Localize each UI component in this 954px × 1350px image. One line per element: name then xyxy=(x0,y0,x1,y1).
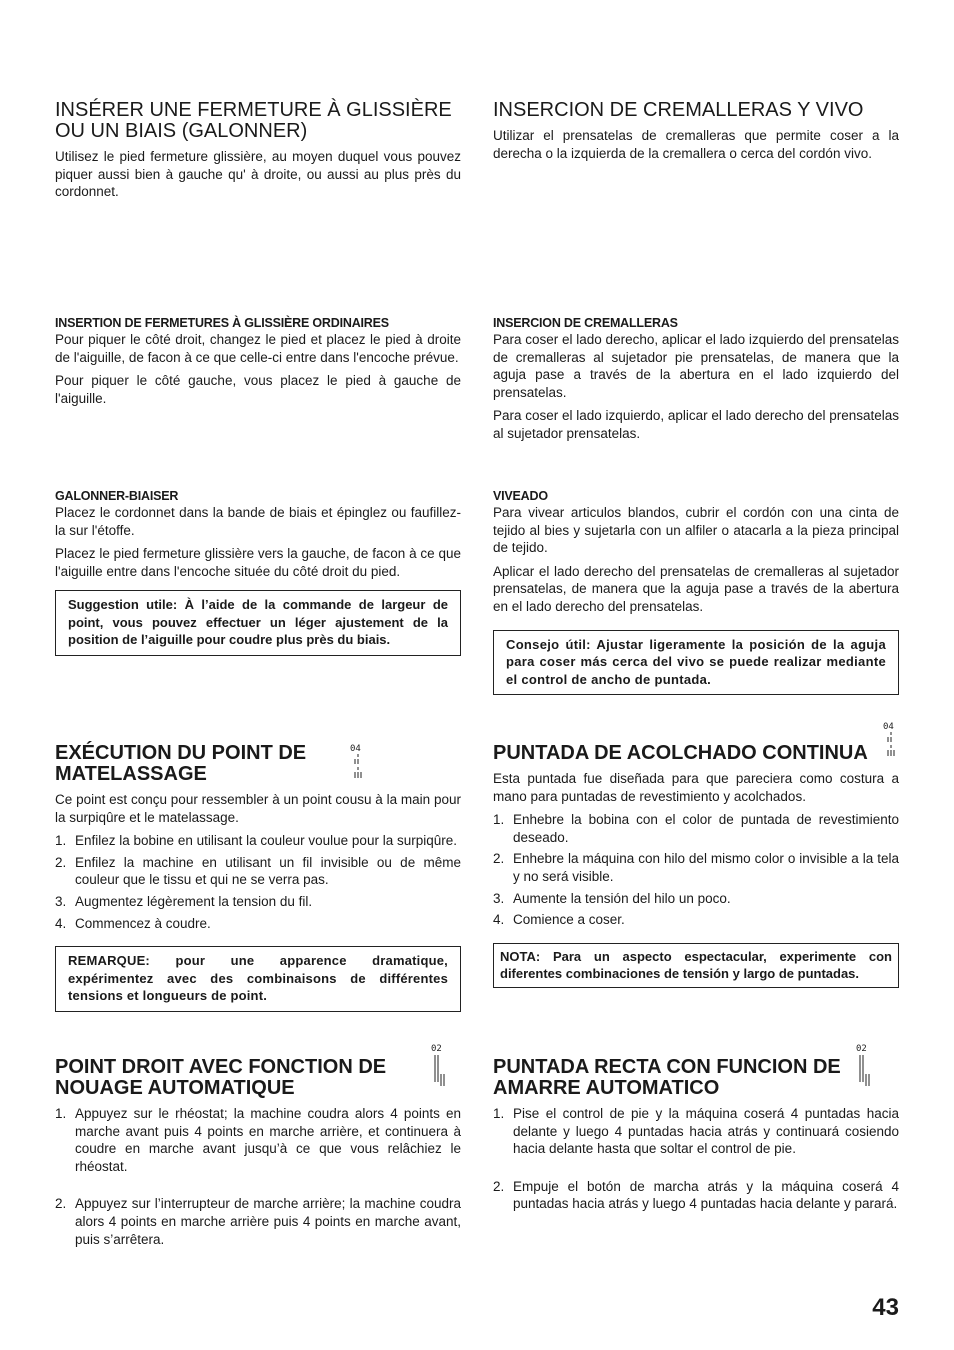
fr-cording-p1: Placez le cordonnet dans la bande de biais et épinglez ou faufillez-la sur l'étoffe. xyxy=(55,505,461,538)
es-ordinary-p2: Para coser el lado izquierdo, aplicar el lado derecho del prensatelas al sujetador prensatelas. xyxy=(493,408,899,441)
fr-quilting-section xyxy=(55,743,461,1012)
quilting-stitch-icon xyxy=(882,720,900,769)
list-item: 1. Appuyez sur le rhéostat; la machine coudra alors 4 points en marche avant puis 4 points en marche arrière, et continuera à coudre en marche avant jusqu’à ce que vous relâchiez le rhéostat. xyxy=(55,1106,461,1174)
quilting-stitch-icon xyxy=(349,742,367,791)
fr-ordinary-section xyxy=(55,315,461,413)
fr-quilting-title: EXÉCUTION DU POINT DE MATELASSAGE xyxy=(55,742,307,785)
es-ordinary-title: INSERCION DE CREMALLERAS xyxy=(493,316,678,330)
fr-ordinary-title: INSERTION DE FERMETURES À GLISSIÈRE ORDINAIRES xyxy=(55,316,389,330)
es-quilting-section xyxy=(493,743,899,988)
tieoff-stitch-icon xyxy=(855,1042,873,1093)
list-item: 4. Commencez à coudre. xyxy=(55,915,211,931)
es-zipper-section xyxy=(493,100,899,168)
fr-cording-tip: Suggestion utile: À l’aide de la commande de largeur de point, vous pouvez effectuer un léger ajustement de la position de l’aiguille pour coudre plus près du biais. xyxy=(55,590,461,656)
list-item: 4. Comience a coser. xyxy=(493,912,625,928)
fr-tieoff-section xyxy=(55,1057,461,1252)
fr-tieoff-title: POINT DROIT AVEC FONCTION DE NOUAGE AUTOMATIQUE xyxy=(55,1056,387,1099)
list-item: 1. Enfilez la bobine en utilisant la couleur voulue pour la surpiqûre. xyxy=(55,833,457,849)
fr-ordinary-p2: Pour piquer le côté gauche, vous placez le pied à gauche de l'aiguille. xyxy=(55,373,461,406)
fr-quilting-steps xyxy=(55,832,461,932)
es-tieoff-section xyxy=(493,1057,899,1217)
fr-quilting-note: REMARQUE: pour une apparence dramatique, expérimentez avec des combinaisons de différentes tensions et longueurs de point. xyxy=(55,946,461,1012)
fr-zipper-title: INSÉRER UNE FERMETURE À GLISSIÈRE OU UN BIAIS (GALONNER) xyxy=(55,99,452,142)
es-quilting-steps xyxy=(493,811,899,929)
list-item: 2. Enfilez la machine en utilisant un fil invisible ou de même couleur que le tissu et qui ne se verra pas. xyxy=(55,854,461,888)
page-number: 43 xyxy=(872,1294,899,1321)
list-item: 2. Empuje el botón de marcha atrás y la máquina coserá 4 puntadas hacia atrás y luego 4 puntadas hacia delante y parará. xyxy=(493,1178,899,1212)
es-cording-title: VIVEADO xyxy=(493,489,548,503)
svg-text:02: 02 xyxy=(431,1044,442,1054)
es-cording-section xyxy=(493,488,899,695)
es-cording-p2: Aplicar el lado derecho del prensatelas de cremalleras al sujetador prensatelas, de manera que la aguja pase a través de la abertura en el lado derecho del prensatelas. xyxy=(493,563,899,614)
list-item: 1. Pise el control de pie y la máquina coserá 4 puntadas hacia delante y luego 4 puntadas hacia atrás y continuará cosiendo hacia delante hasta que soltar el control de pie. xyxy=(493,1106,899,1157)
es-ordinary-p1: Para coser el lado derecho, aplicar el lado izquierdo del prensatelas de cremalleras al sujetador pie prensatelas, de manera que la aguja pase a través de la abertura en el lado izquierdo del prensatelas. xyxy=(493,332,899,400)
svg-text:04: 04 xyxy=(883,722,894,732)
fr-ordinary-p1: Pour piquer le côté droit, changez le pied et placez le pied à droite de l'aiguille, de facon à ce que celle-ci entre dans l'encoche prévue. xyxy=(55,332,461,365)
es-zipper-intro: Utilizar el prensatelas de cremalleras que permite coser a la derecha o la izquierda de la cremallera o cerca del cordón vivo. xyxy=(493,128,899,161)
fr-cording-p2: Placez le pied fermeture glissière vers la gauche, de facon à ce que l'aiguille entre dans l'encoche située du côté droit du pied. xyxy=(55,546,461,579)
es-tieoff-steps xyxy=(493,1105,899,1213)
svg-text:04: 04 xyxy=(350,744,361,754)
fr-quilting-intro: Ce point est conçu pour ressembler à un point cousu à la main pour la surpiqûre et le matelassage. xyxy=(55,792,461,825)
fr-zipper-intro: Utilisez le pied fermeture glissière, au moyen duquel vous pouvez piquer aussi bien à gauche qu' à droite, ou aussi au plus près du cordonnet. xyxy=(55,149,461,200)
list-item: 3. Augmentez légèrement la tension du fil. xyxy=(55,893,313,909)
list-item: 2. Enhebre la máquina con hilo del mismo color o invisible a la tela y no será visible. xyxy=(493,851,899,884)
fr-cording-section xyxy=(55,488,461,656)
es-cording-p1: Para vivear articulos blandos, cubrir el cordón con una cinta de tejido al bies y sujetarla con un alfiler o atacarla a la pieza principal de tejido. xyxy=(493,505,899,556)
es-cording-tip: Consejo útil: Ajustar ligeramente la posición de la aguja para coser más cerca del vivo se puede realizar mediante el control de ancho de puntada. xyxy=(493,630,899,696)
fr-cording-title: GALONNER-BIAISER xyxy=(55,489,179,503)
fr-tieoff-steps xyxy=(55,1105,461,1248)
list-item: 2. Appuyez sur l’interrupteur de marche arrière; la machine coudra alors 4 points en marche arrière puis 4 points en marche avant, puis s’arrêtera. xyxy=(55,1196,461,1247)
es-quilting-note: NOTA: Para un aspecto espectacular, experimente con diferentes combinaciones de tensión y largo de puntadas. xyxy=(493,943,899,988)
es-quilting-intro: Esta puntada fue diseñada para que pareciera como costura a mano para puntadas de revestimiento y acolchados. xyxy=(493,771,899,804)
svg-text:02: 02 xyxy=(856,1044,867,1054)
fr-zipper-section xyxy=(55,100,461,207)
es-zipper-title: INSERCION DE CREMALLERAS Y VIVO xyxy=(493,99,864,121)
es-tieoff-title: PUNTADA RECTA CON FUNCION DE AMARRE AUTOMATICO xyxy=(493,1056,841,1099)
list-item: 1. Enhebre la bobina con el color de puntada de revestimiento deseado. xyxy=(493,812,899,845)
es-quilting-title: PUNTADA DE ACOLCHADO CONTINUA xyxy=(493,742,868,764)
es-ordinary-section xyxy=(493,315,899,449)
tieoff-stitch-icon xyxy=(430,1042,448,1093)
list-item: 3. Aumente la tensión del hilo un poco. xyxy=(493,890,731,906)
